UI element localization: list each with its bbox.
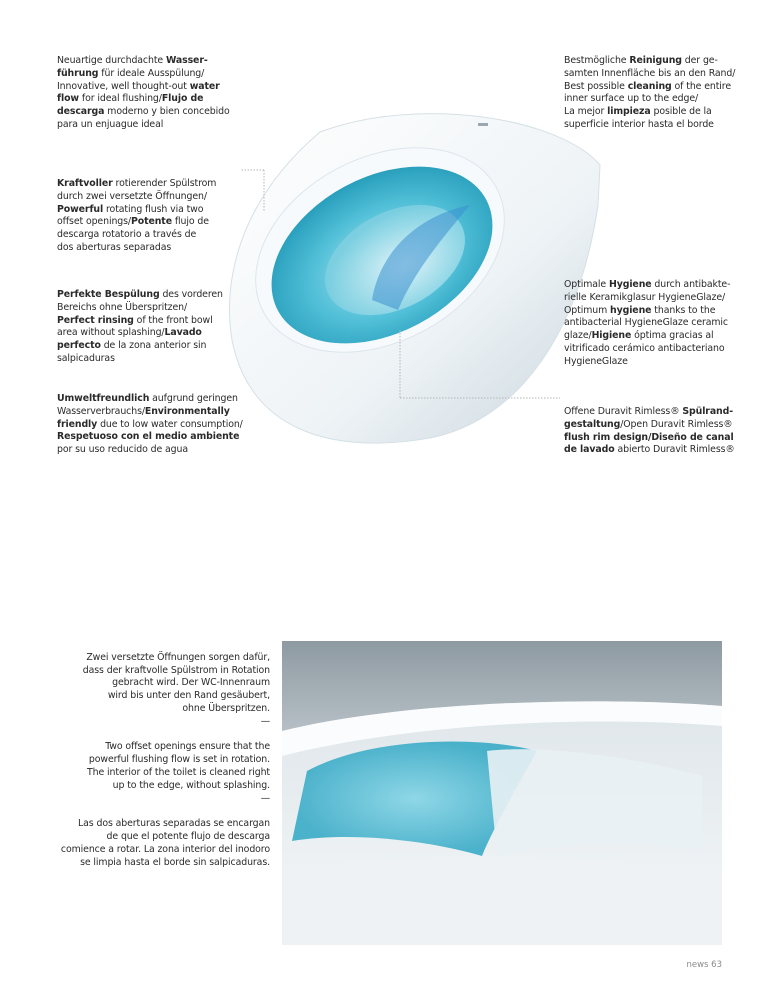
callout-emphasis: de lavado (564, 444, 615, 456)
callout-text: aufgrund geringen (149, 393, 238, 404)
callout-text: Optimum (564, 304, 610, 316)
callout-text: /Open Duravit Rimless® (620, 418, 733, 430)
callout-emphasis: Spülrand- (682, 406, 734, 417)
callout-text: para un enjuague ideal (57, 118, 164, 130)
callout-text: vitrificado cerámico antibacteriano (564, 342, 725, 354)
callout-text: für ideale Ausspülung/ (98, 67, 205, 79)
callout-emphasis: descarga (57, 106, 105, 118)
callout-text: Wasserverbrauchs/ (57, 405, 145, 417)
callout-emphasis: Perfekte Bespülung (57, 289, 160, 300)
callout-emphasis: Wasser- (165, 55, 208, 66)
callout-text: rielle Keramikglasur HygieneGlaze/ (564, 291, 726, 303)
callout-text: descarga rotatorio a través de (57, 229, 197, 241)
callout-text: for ideal flushing/ (79, 93, 162, 105)
callout-text: por su uso reducido de agua (57, 444, 188, 456)
callout-text: rotating flush via two (103, 203, 204, 215)
callout-perfect-rinsing (57, 289, 257, 366)
callout-text: Bereichs ohne Überspritzen/ (57, 301, 188, 313)
callout-text: area without splashing/ (57, 327, 165, 339)
callout-emphasis: Umweltfreundlich (57, 393, 150, 404)
callout-emphasis: water (189, 80, 220, 92)
callout-emphasis: Kraftvoller (57, 178, 113, 189)
callout-text: offset openings/ (57, 216, 131, 228)
callout-emphasis: Lavado (164, 327, 202, 339)
callout-emphasis: friendly (57, 418, 98, 430)
bowl-closeup-photo (282, 641, 722, 945)
callout-text: inner surface up to the edge/ (564, 93, 699, 105)
callout-text: der ge- (681, 55, 718, 66)
callout-hygiene (564, 279, 764, 369)
callout-emphasis: Reinigung (629, 55, 682, 66)
callout-emphasis: Higiene (591, 330, 632, 342)
callout-cleaning (564, 55, 764, 132)
callout-environmentally-friendly (57, 393, 267, 457)
callout-text: Bestmögliche (564, 55, 630, 66)
callout-text: Innovative, well thought-out (57, 80, 190, 92)
callout-text: thanks to the (651, 304, 716, 316)
callout-text: posible de la (650, 106, 712, 118)
callout-text: of the entire (671, 80, 732, 92)
callout-emphasis: Flujo de (161, 93, 204, 105)
callout-text: HygieneGlaze (564, 355, 628, 367)
callout-text: des vorderen (159, 289, 223, 300)
callout-emphasis: Perfect rinsing (57, 314, 134, 326)
callout-emphasis: gestaltung (564, 418, 621, 430)
callout-text: moderno y bien concebido (104, 106, 230, 118)
callout-text: dos aberturas separadas (57, 241, 172, 253)
callout-emphasis: Hygiene (608, 279, 652, 290)
callout-text: antibacterial HygieneGlaze ceramic (564, 317, 728, 329)
callout-emphasis: flush rim design/Diseño de canal (564, 431, 734, 443)
callout-text: abierto Duravit Rimless® (614, 444, 735, 456)
caption-german: Zwei versetzte Öffnungen sorgen dafür, dass der kraftvolle Spülstrom in Rotation gebracht wird. Der WC-Innenraum wird bis unter den Rand gesäubert, ohne Überspritzen. (82, 651, 270, 714)
page-number: news 63 (686, 960, 722, 970)
callout-text: de la zona anterior sin (100, 340, 207, 352)
callout-text: flujo de (171, 216, 209, 228)
callout-water-flow (57, 55, 257, 132)
callout-text: samten Innenfläche bis an den Rand/ (564, 67, 736, 79)
callout-rimless (564, 406, 764, 457)
callout-text: rotierender Spülstrom (112, 178, 217, 189)
callout-text: durch antibakte- (651, 279, 731, 290)
callout-text: glaze/ (564, 330, 592, 342)
callout-emphasis: hygiene (610, 304, 652, 316)
callout-text: due to low water consumption/ (97, 418, 243, 430)
callout-text: durch zwei versetzte Öffnungen/ (57, 190, 207, 202)
callout-emphasis: perfecto (57, 340, 101, 352)
callout-emphasis: limpieza (607, 106, 651, 118)
callout-emphasis: Environmentally (144, 405, 230, 417)
callout-text: Best possible (564, 80, 628, 92)
callout-emphasis: führung (57, 67, 99, 79)
callout-powerful-flush (57, 178, 257, 255)
callout-text: óptima gracias al (631, 330, 714, 342)
callout-emphasis: cleaning (627, 80, 672, 92)
callout-text: of the front bowl (133, 314, 213, 326)
callout-emphasis: flow (57, 93, 79, 105)
callout-emphasis: Respetuoso con el medio ambiente (57, 431, 240, 443)
caption-spanish: Las dos aberturas separadas se encargan de que el potente flujo de descarga comience a rotar. La zona interior del inodoro se limpia hasta el borde sin salpicaduras. (60, 818, 270, 868)
callout-text: Offene Duravit Rimless® (564, 406, 683, 417)
photo-caption (60, 639, 270, 869)
callout-text: La mejor (564, 106, 608, 118)
caption-divider: — (260, 715, 270, 727)
callout-text: Neuartige durchdachte (57, 55, 166, 66)
callout-emphasis: Potente (130, 216, 172, 228)
callout-emphasis: Powerful (57, 203, 104, 215)
callout-text: Optimale (564, 279, 609, 290)
caption-divider: — (260, 792, 270, 804)
caption-english: Two offset openings ensure that the powerful flushing flow is set in rotation. The interior of the toilet is cleaned right up to the edge, without splashing. (87, 741, 270, 791)
callout-text: superficie interior hasta el borde (564, 118, 714, 130)
callout-text: salpicaduras (57, 352, 115, 364)
